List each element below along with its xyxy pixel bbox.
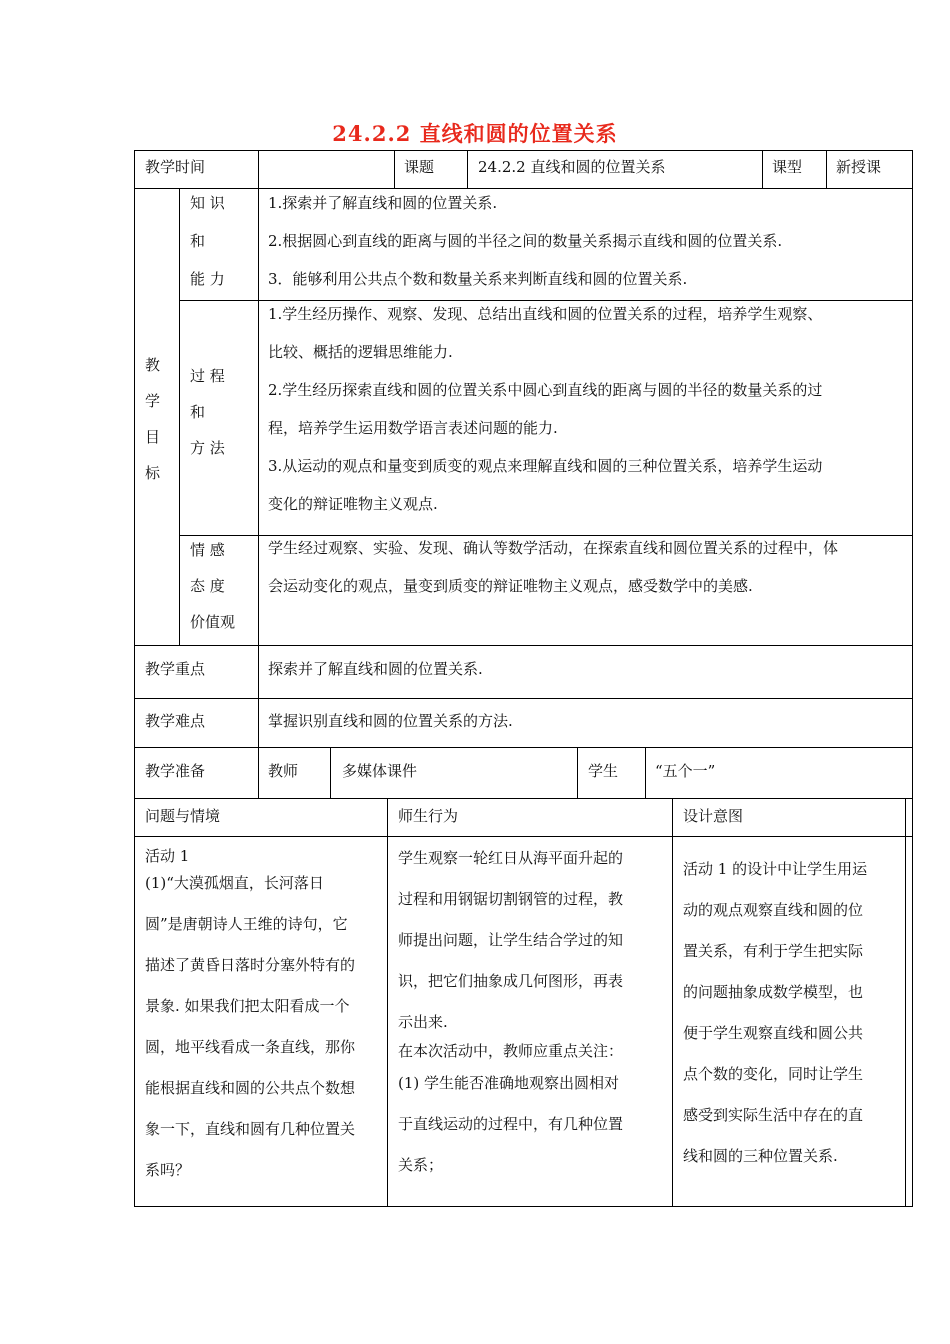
emotion-attitude-label: 情 感 态 度 价值观 bbox=[190, 541, 236, 631]
page-title: 24.2.2 直线和圆的位置关系 bbox=[332, 121, 618, 146]
problem-situation-text: 活动 1 (1)“大漠孤烟直，长河落日 圆”是唐朝诗人王维的诗句，它 描述了黄昏日落时分塞外特有的 景象. 如果我们把太阳看成一个 圆，地平线看成一条直线，那你 能根据直线和圆的公共点个数想 象一下，直线和圆有几种位置关 系吗？ bbox=[145, 847, 356, 1179]
teacher-label: 教师 bbox=[268, 762, 299, 780]
objectives-label: 教 学 目 标 bbox=[145, 356, 161, 482]
student-label: 学生 bbox=[588, 762, 619, 780]
difficulty-label: 教学难点 bbox=[145, 712, 206, 730]
topic-value: 24.2.2 直线和圆的位置关系 bbox=[478, 158, 666, 176]
process-method-label: 过 程 和 方 法 bbox=[190, 367, 225, 457]
knowledge-ability-items: 1.探索并了解直线和圆的位置关系. 2.根据圆心到直线的距离与圆的半径之间的数量关系揭示直线和圆的位置关系. 3．能够利用公共点个数和数量关系来判断直线和圆的位置关系. bbox=[268, 194, 783, 288]
student-value: “五个一” bbox=[655, 762, 716, 780]
header-teacher-student-action: 师生行为 bbox=[398, 807, 459, 825]
difficulty-value: 掌握识别直线和圆的位置关系的方法. bbox=[268, 712, 513, 730]
topic-label: 课题 bbox=[404, 158, 435, 176]
design-intent-text: 活动 1 的设计中让学生用运 动的观点观察直线和圆的位 置关系，有利于学生把实际 的问题抽象成数学模型，也 便于学生观察直线和圆公共 点个数的变化，同时让学生 感受到实际生活中存在的直 线和圆的三种位置关系. bbox=[683, 860, 868, 1165]
process-method-items: 1.学生经历操作、观察、发现、总结出直线和圆的位置关系的过程，培养学生观察、 比较、概括的逻辑思维能力. 2.学生经历探索直线和圆的位置关系中圆心到直线的距离与圆的半径的数量关系的过 程，培养学生运用数学语言表述问题的能力. 3.从运动的观点和量变到质变的观点来理解直线和圆的三种位置关系，培养学生运动 变化的辩证唯物主义观点. bbox=[268, 305, 823, 513]
emotion-attitude-items: 学生经过观察、实验、发现、确认等数学活动，在探索直线和圆位置关系的过程中，体 会运动变化的观点，量变到质变的辩证唯物主义观点，感受数学中的美感. bbox=[268, 539, 839, 595]
key-point-label: 教学重点 bbox=[145, 660, 206, 678]
key-point-value: 探索并了解直线和圆的位置关系. bbox=[268, 660, 483, 678]
header-problem-situation: 问题与情境 bbox=[145, 807, 221, 825]
teacher-student-action-text: 学生观察一轮红日从海平面升起的 过程和用钢锯切割钢管的过程，教 师提出问题，让学生结合学过的知 识，把它们抽象成几何图形，再表 示出来. 在本次活动中，教师应重点关注： (1) 学生能否准确地观察出圆相对 于直线运动的过程中，有几种位置 关系； bbox=[398, 849, 624, 1174]
knowledge-ability-label: 知 识 和 能 力 bbox=[190, 194, 225, 288]
teaching-time-label: 教学时间 bbox=[145, 158, 206, 176]
lesson-type-label: 课型 bbox=[772, 158, 803, 176]
preparation-label: 教学准备 bbox=[145, 762, 206, 780]
teacher-value: 多媒体课件 bbox=[342, 762, 418, 780]
lesson-type-value: 新授课 bbox=[836, 158, 882, 176]
header-design-intent: 设计意图 bbox=[683, 807, 744, 825]
